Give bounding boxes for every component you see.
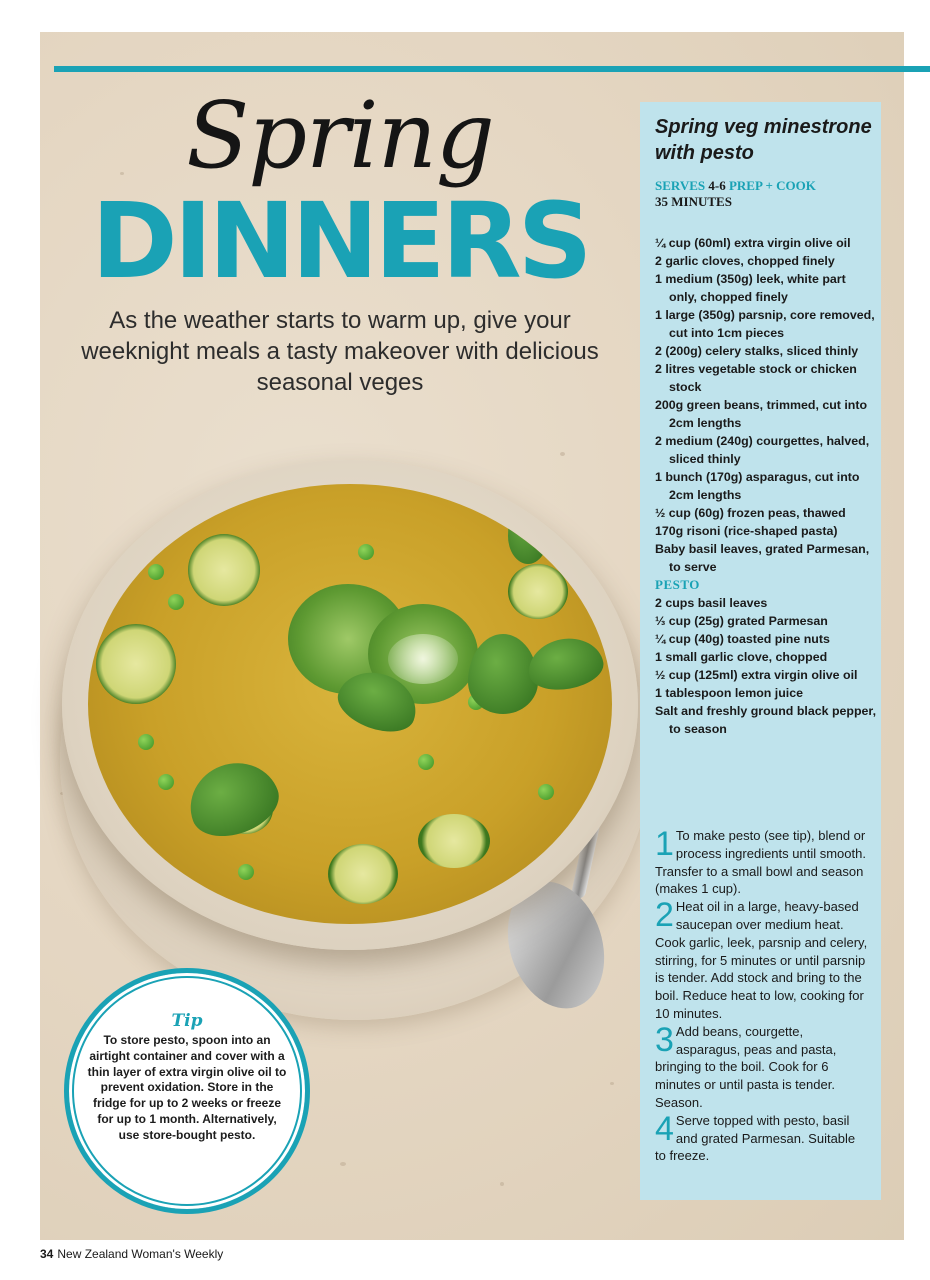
- ingredient-item: ½ cup (60g) frozen peas, thawed: [655, 506, 846, 520]
- tip-body: To store pesto, spoon into an airtight container and cover with a thin layer of extra virgin olive oil to prevent oxidation. Store in the fridge for up to 2 weeks or freeze for up to 1 month. Alternatively, use store-bought pesto.: [87, 1033, 287, 1142]
- step-number: 1: [655, 825, 674, 863]
- publication-name: New Zealand Woman's Weekly: [57, 1247, 224, 1261]
- feature-title-main: DINNERS: [91, 180, 589, 302]
- basil-leaf: [179, 751, 288, 848]
- ingredient-item: 200g green beans, trimmed, cut into 2cm lengths: [655, 398, 868, 430]
- ingredient-item: 1 bunch (170g) asparagus, cut into 2cm lengths: [655, 470, 860, 502]
- step-text: Serve topped with pesto, basil and grated Parmesan. Suitable to freeze.: [655, 1112, 856, 1164]
- step-text: Add beans, courgette, asparagus, peas and pasta, bringing to the boil. Cook for 6 minutes or until pasta is tender. Season.: [655, 1023, 837, 1110]
- courgette-slice: [328, 844, 398, 904]
- accent-rule: [54, 66, 930, 72]
- ingredient-item: 2 (200g) celery stalks, sliced thinly: [655, 344, 859, 358]
- ingredient-item: 170g risoni (rice-shaped pasta): [655, 524, 838, 538]
- recipe-panel: [640, 102, 881, 1200]
- recipe-meta: [655, 178, 875, 210]
- recipe-title: Spring veg minestrone with pesto: [655, 116, 872, 164]
- ingredient-item: 1 large (350g) parsnip, core removed, cut into 1cm pieces: [655, 308, 875, 340]
- pesto-ingredient-item: ⅓ cup (25g) grated Parmesan: [655, 614, 828, 628]
- pesto-ingredient-item: ¼ cup (40g) toasted pine nuts: [655, 632, 830, 646]
- ingredient-item: ¼ cup (60ml) extra virgin olive oil: [655, 236, 851, 250]
- step-number: 3: [655, 1020, 674, 1059]
- method-step: [655, 827, 869, 898]
- pesto-heading: PESTO: [655, 577, 700, 592]
- ingredient-list: [655, 234, 877, 738]
- courgette-slice: [508, 564, 568, 619]
- method-step: [655, 1109, 869, 1165]
- serves-value: 4-6: [708, 178, 726, 193]
- basil-leaf: [468, 634, 538, 714]
- grated-parmesan: [388, 634, 458, 684]
- minestrone-soup: [88, 484, 612, 924]
- ingredient-item: 1 medium (350g) leek, white part only, chopped finely: [655, 272, 846, 304]
- courgette-slice: [418, 814, 490, 868]
- tip-callout: [64, 968, 310, 1214]
- step-text: Heat oil in a large, heavy-based saucepan over medium heat. Cook garlic, leek, parsnip and celery, stirring, for 5 minutes or until parsnip is tender. Add stock and bring to the boil. Reduce heat to low, cooking for 10 minutes.: [655, 899, 868, 1021]
- feature-title-script: Spring: [186, 82, 494, 189]
- pesto-ingredient-item: Salt and freshly ground black pepper, to season: [655, 704, 877, 736]
- time-label: PREP + COOK: [728, 178, 816, 193]
- pesto-ingredient-item: 2 cups basil leaves: [655, 596, 768, 610]
- time-value: 35 MINUTES: [655, 194, 732, 209]
- ingredient-item: 2 garlic cloves, chopped finely: [655, 254, 835, 268]
- ingredient-item: 2 medium (240g) courgettes, halved, sliced thinly: [655, 434, 870, 466]
- method-step: [655, 1020, 869, 1112]
- page-footer: [40, 1247, 223, 1261]
- ingredient-item: 2 litres vegetable stock or chicken stock: [655, 362, 857, 394]
- serves-label: SERVES: [655, 178, 706, 193]
- tip-title: Tip: [171, 1011, 203, 1031]
- method-step: [655, 898, 869, 1023]
- feature-intro: As the weather starts to warm up, give your weeknight meals a tasty makeover with delicious seasonal veges: [81, 307, 599, 396]
- pesto-ingredient-item: 1 small garlic clove, chopped: [655, 650, 828, 664]
- step-text: To make pesto (see tip), blend or process ingredients until smooth. Transfer to a small bowl and season (makes 1 cup).: [655, 828, 866, 897]
- pesto-ingredient-item: 1 tablespoon lemon juice: [655, 686, 804, 700]
- step-number: 2: [655, 896, 674, 935]
- page-number: 34: [40, 1247, 54, 1261]
- ingredient-item: Baby basil leaves, grated Parmesan, to serve: [655, 542, 870, 574]
- courgette-slice: [188, 534, 260, 606]
- pesto-ingredient-item: ½ cup (125ml) extra virgin olive oil: [655, 668, 858, 682]
- courgette-slice: [96, 624, 176, 704]
- step-number: 4: [655, 1109, 674, 1148]
- method-steps: [655, 827, 869, 1165]
